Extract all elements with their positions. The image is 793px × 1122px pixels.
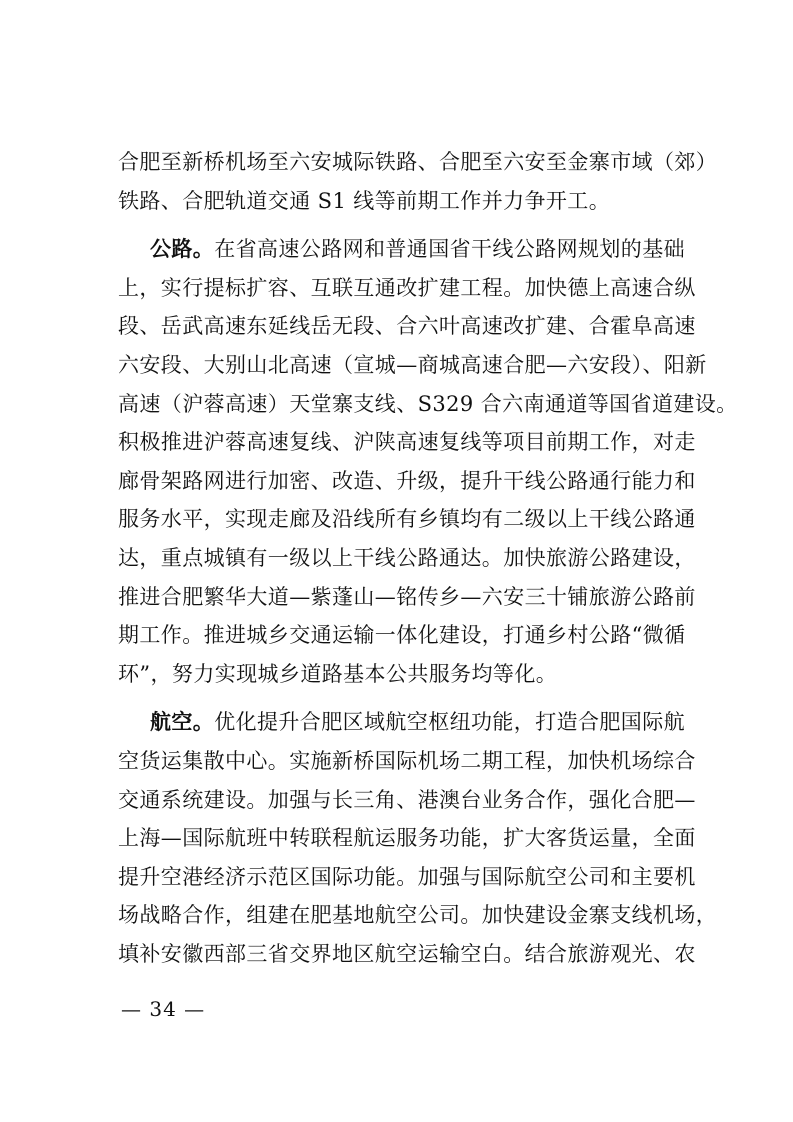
- text-run: 优化提升合肥区域航空枢纽功能，打造合肥国际航: [214, 710, 686, 735]
- text-line: 合肥至新桥机场至六安城际铁路、合肥至六安至金寨市域（郊）: [118, 150, 718, 174]
- paragraph-rail-continued: [118, 143, 718, 220]
- text-line: 期工作。推进城乡交通运输一体化建设，打通乡村公路“微循: [118, 623, 686, 648]
- text-line: 提升空港经济示范区国际功能。加强与国际航空公司和主要机: [118, 864, 696, 889]
- paragraph-highway: [118, 230, 738, 693]
- text-line: 服务水平，实现走廊及沿线所有乡镇均有二级以上干线公路通: [118, 507, 696, 532]
- text-line: 达，重点城镇有一级以上干线公路通达。加快旅游公路建设，: [118, 545, 696, 570]
- body-text: [118, 143, 738, 973]
- section-heading-aviation: 航空。: [150, 709, 215, 735]
- text-run: 在省高速公路网和普通国省干线公路网规划的基础: [214, 237, 686, 262]
- text-line: 上海—国际航班中转联程航运服务功能，扩大客货运量，全面: [118, 826, 696, 851]
- text-line: 铁路、合肥轨道交通 S1 线等前期工作并力争开工。: [118, 188, 611, 213]
- text-line: 推进合肥繁华大道—紫蓬山—铭传乡—六安三十铺旅游公路前: [118, 584, 696, 609]
- text-line: 空货运集散中心。实施新桥国际机场二期工程，加快机场综合: [118, 748, 696, 773]
- text-line: 交通系统建设。加强与长三角、港澳台业务合作，强化合肥—: [118, 787, 696, 812]
- text-line: 积极推进沪蓉高速复线、沪陕高速复线等项目前期工作，对走: [118, 430, 696, 455]
- text-line: 段、岳武高速东延线岳无段、合六叶高速改扩建、合霍阜高速: [118, 314, 696, 339]
- section-heading-highway: 公路。: [150, 236, 215, 262]
- paragraph-first-line: [118, 703, 698, 742]
- paragraph-first-line: [118, 230, 698, 269]
- text-line: 填补安徽西部三省交界地区航空运输空白。结合旅游观光、农: [118, 941, 696, 966]
- text-line: 环”，努力实现城乡道路基本公共服务均等化。: [118, 661, 558, 686]
- text-line: 上，实行提标扩容、互联互通改扩建工程。加快德上高速合纵: [118, 275, 696, 300]
- text-line: 高速（沪蓉高速）天堂寨支线、S329 合六南通道等国省道建设。: [118, 391, 738, 416]
- text-line: 场战略合作，组建在肥基地航空公司。加快建设金寨支线机场，: [118, 903, 718, 928]
- page-number: — 34 —: [121, 997, 206, 1021]
- paragraph-aviation: [118, 703, 718, 973]
- text-line: 廊骨架路网进行加密、改造、升级，提升干线公路通行能力和: [118, 468, 696, 493]
- text-line: 六安段、大别山北高速（宣城—商城高速合肥—六安段）、阳新: [118, 352, 707, 377]
